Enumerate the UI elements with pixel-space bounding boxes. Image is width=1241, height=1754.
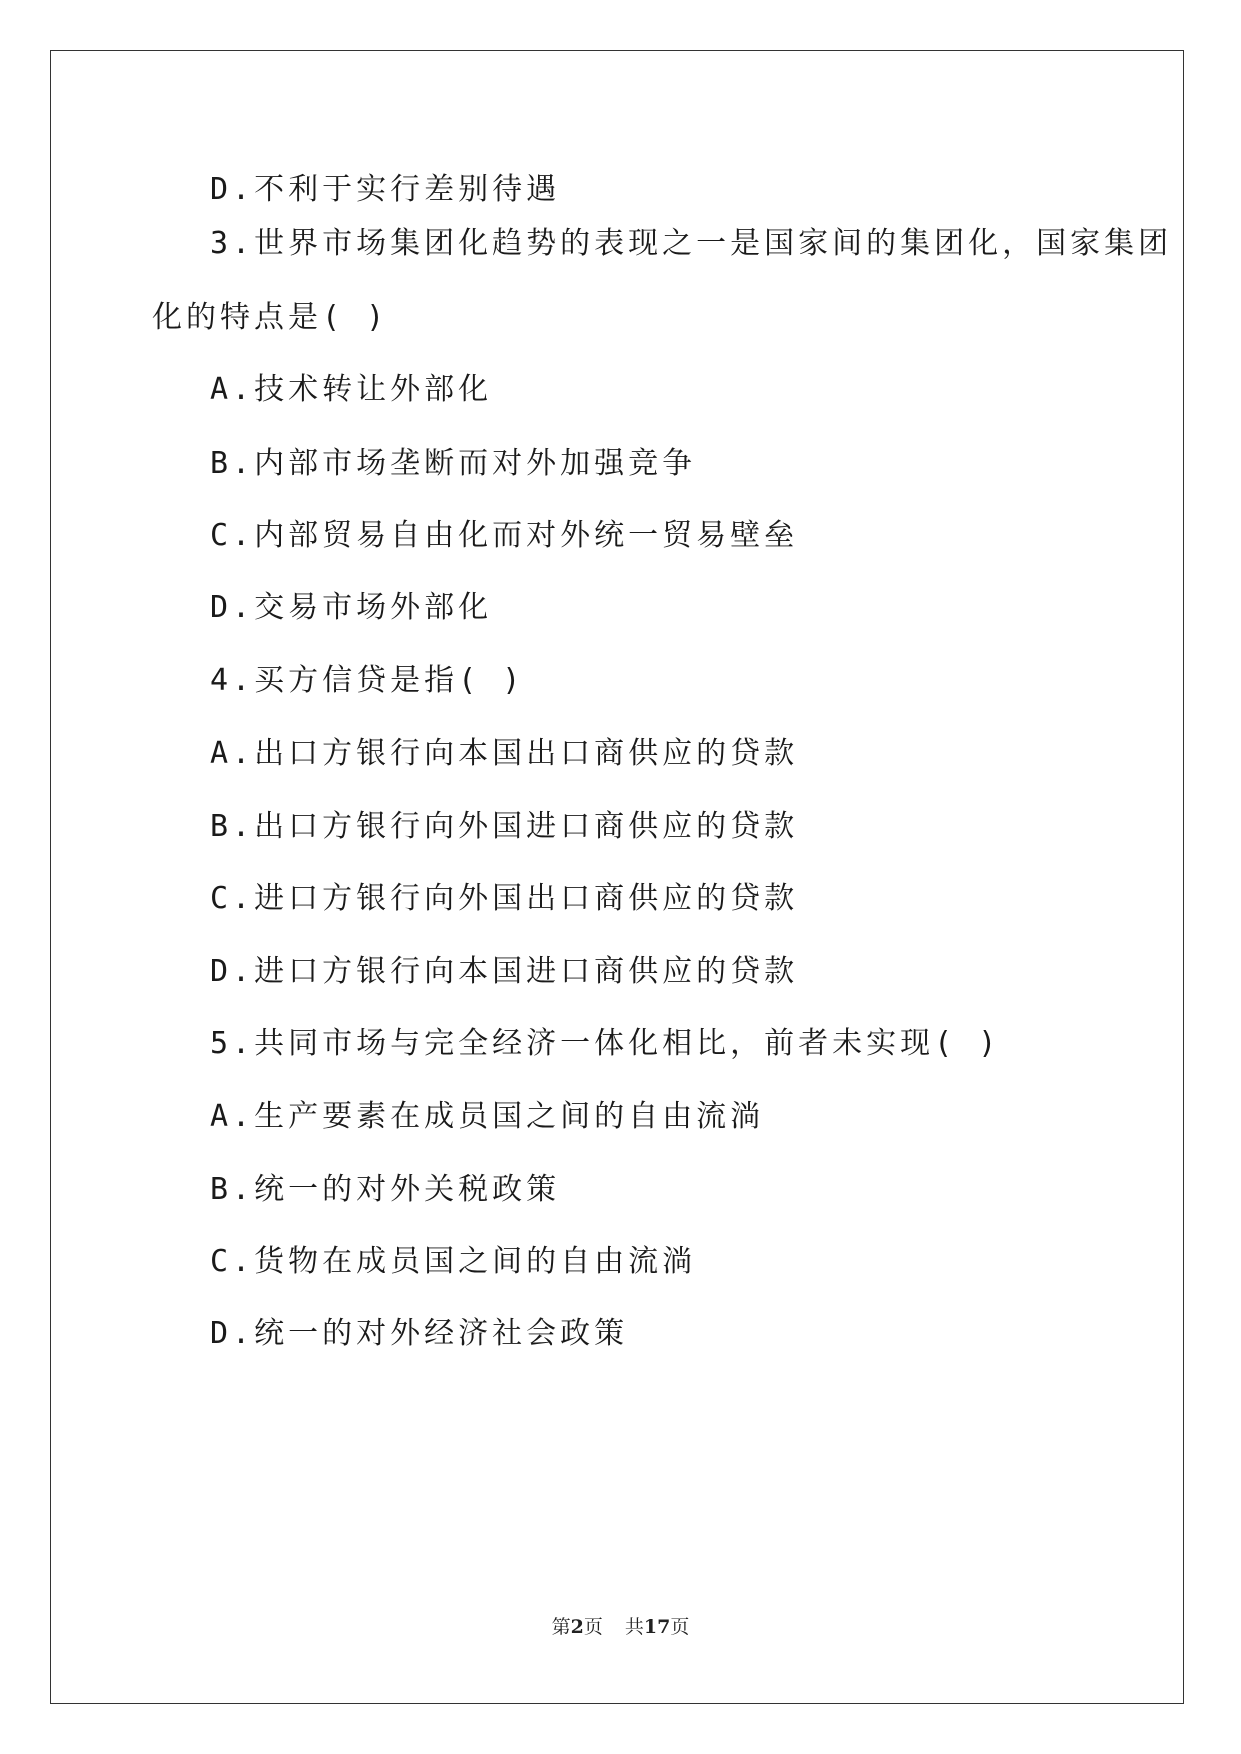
question-3-line-1: 3.世界市场集团化趋势的表现之一是国家间的集团化，国家集团 — [210, 226, 1173, 261]
option-a-q3: A.技术转让外部化 — [210, 372, 493, 407]
option-a-q5: A.生产要素在成员国之间的自由流淌 — [210, 1099, 765, 1134]
option-d-q4: D.进口方银行向本国进口商供应的贷款 — [210, 954, 799, 989]
option-a-q4: A.出口方银行向本国出口商供应的贷款 — [210, 736, 799, 771]
footer-prefix: 第 — [551, 1616, 571, 1638]
option-b-q3: B.内部市场垄断而对外加强竞争 — [210, 446, 697, 481]
question-3-line-2: 化的特点是( ) — [152, 300, 389, 335]
option-b-q5: B.统一的对外关税政策 — [210, 1172, 561, 1207]
footer-total-suffix: 页 — [670, 1616, 690, 1638]
option-c-q4: C.进口方银行向外国出口商供应的贷款 — [210, 881, 799, 916]
option-c-q5: C.货物在成员国之间的自由流淌 — [210, 1244, 697, 1279]
footer-total-prefix: 共 — [624, 1616, 644, 1638]
question-4: 4.买方信贷是指( ) — [210, 663, 525, 698]
question-5: 5.共同市场与完全经济一体化相比，前者未实现( ) — [210, 1026, 1001, 1061]
option-d-q2: D.不利于实行差别待遇 — [210, 172, 561, 207]
page-footer — [0, 1612, 1241, 1639]
page-border — [50, 50, 1184, 1704]
footer-total-pages: 17 — [643, 1616, 671, 1638]
option-c-q3: C.内部贸易自由化而对外统一贸易壁垒 — [210, 518, 799, 553]
footer-page-number: 2 — [570, 1616, 584, 1638]
option-d-q5: D.统一的对外经济社会政策 — [210, 1316, 629, 1351]
option-d-q3: D.交易市场外部化 — [210, 590, 493, 625]
option-b-q4: B.出口方银行向外国进口商供应的贷款 — [210, 809, 799, 844]
footer-page-suffix: 页 — [583, 1616, 603, 1638]
